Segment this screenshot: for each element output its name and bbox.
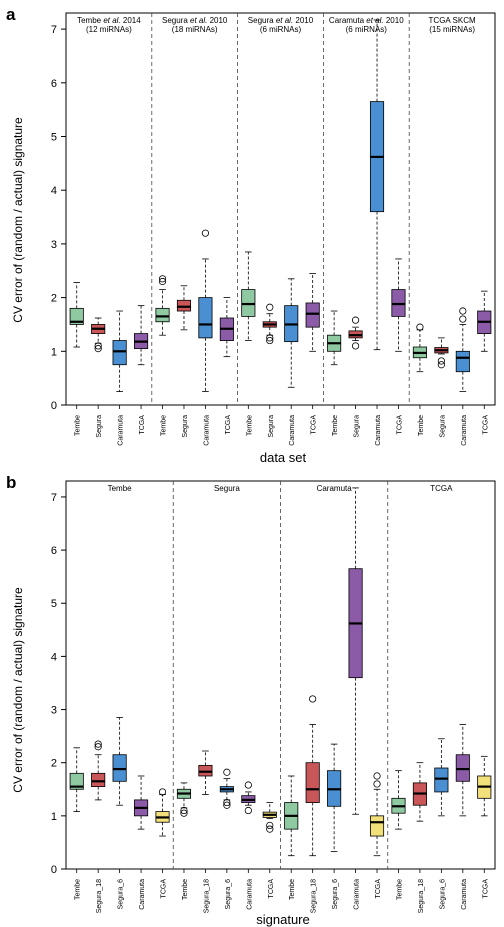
panel-b-letter: b	[6, 473, 17, 492]
y-tick-label: 4	[50, 651, 57, 664]
x-tick-label: Tembe	[160, 415, 168, 437]
box-caramuta	[370, 20, 383, 350]
outlier-point	[267, 826, 273, 832]
box-caramuta	[113, 311, 126, 392]
group-subtitle: (12 miRNAs)	[86, 25, 132, 34]
box-tembe	[177, 783, 190, 816]
box-body	[370, 816, 383, 836]
x-tick-label: TCGA	[310, 415, 318, 435]
box-tcga	[306, 273, 319, 351]
panel-a-ylabel: CV error of (random / actual) signature	[11, 117, 25, 323]
box-tcga	[263, 803, 276, 833]
panel-b-chart	[51, 481, 495, 913]
box-segura	[349, 317, 362, 349]
group-title: Tembe et al. 2014	[77, 16, 141, 25]
box-segura_6	[220, 769, 233, 808]
group-title: Segura	[213, 484, 240, 493]
box-caramuta	[349, 488, 362, 814]
x-tick-label: Segura_18	[310, 879, 318, 914]
box-tembe	[285, 776, 298, 856]
outlier-point	[224, 769, 230, 775]
box-segura_6	[435, 739, 448, 816]
x-tick-label: TCGA	[375, 879, 383, 899]
outlier-point	[417, 324, 423, 330]
x-tick-label: TCGA	[139, 415, 147, 435]
box-segura	[92, 318, 105, 352]
box-tcga	[478, 756, 491, 816]
outlier-point	[309, 696, 315, 702]
x-tick-label: Segura	[439, 415, 447, 438]
outlier-point	[159, 789, 165, 795]
x-tick-label: Tembe	[181, 879, 189, 901]
group-title: Caramuta	[316, 484, 352, 493]
box-body	[435, 768, 448, 792]
panel-a-xlabel: data set	[259, 450, 307, 465]
box-tembe	[392, 771, 405, 829]
y-tick-label: 4	[50, 185, 57, 198]
box-caramuta	[456, 724, 469, 815]
group-subtitle: (6 miRNAs)	[259, 25, 302, 34]
x-tick-label: Segura_18	[96, 879, 104, 914]
y-tick-label: 7	[50, 24, 57, 37]
y-tick-label: 3	[50, 238, 57, 251]
y-tick-label: 6	[50, 545, 57, 558]
x-tick-label: Tembe	[246, 415, 254, 437]
box-segura	[177, 286, 190, 330]
x-tick-label: Caramuta	[139, 879, 147, 910]
x-tick-label: Caramuta	[353, 879, 361, 910]
x-tick-label: Segura_18	[417, 879, 425, 914]
group-subtitle: (6 miRNAs)	[345, 25, 387, 34]
outlier-point	[374, 781, 380, 787]
outlier-point	[267, 822, 273, 828]
box-body	[113, 341, 126, 365]
x-tick-label: Caramuta	[246, 879, 254, 910]
y-tick-label: 1	[50, 810, 57, 823]
x-tick-label: Segura_6	[117, 879, 125, 910]
outlier-point	[438, 362, 444, 368]
outlier-point	[245, 782, 251, 788]
x-tick-label: Caramuta	[203, 415, 211, 446]
x-tick-label: Segura	[96, 415, 104, 438]
box-tcga	[392, 259, 405, 351]
box-tembe	[327, 311, 340, 365]
outlier-point	[267, 304, 273, 310]
group-subtitle: (18 miRNAs)	[171, 25, 218, 34]
y-tick-label: 2	[50, 292, 57, 305]
y-tick-label: 1	[50, 346, 57, 359]
box-segura_18	[306, 696, 319, 856]
box-caramuta	[285, 279, 298, 387]
box-segura_6	[113, 718, 126, 806]
box-tcga	[134, 306, 147, 365]
x-tick-label: Caramuta	[460, 415, 468, 446]
panel-a-chart	[51, 13, 495, 446]
outlier-point	[460, 316, 466, 322]
group-subtitle: (15 miRNAs)	[429, 25, 475, 34]
plot-frame	[66, 13, 495, 405]
group-title: Tembe	[107, 484, 132, 493]
x-tick-label: Tembe	[289, 879, 297, 901]
x-tick-label: Segura_6	[332, 879, 340, 910]
group-title: TCGA SKCM	[428, 16, 476, 25]
box-body	[199, 298, 212, 338]
box-body	[306, 763, 319, 803]
outlier-point	[374, 773, 380, 779]
y-tick-label: 3	[50, 704, 57, 717]
y-tick-label: 2	[50, 757, 57, 770]
y-tick-label: 5	[50, 598, 57, 611]
x-tick-label: TCGA	[160, 879, 168, 899]
box-body	[156, 308, 169, 321]
x-tick-label: TCGA	[224, 415, 232, 435]
x-tick-label: Tembe	[74, 879, 82, 901]
box-segura_6	[327, 744, 340, 851]
outlier-point	[352, 317, 358, 323]
outlier-point	[245, 807, 251, 813]
box-body	[92, 773, 105, 786]
outlier-point	[352, 343, 358, 349]
box-tembe	[70, 748, 83, 812]
x-tick-label: Tembe	[396, 879, 404, 901]
box-tcga	[156, 789, 169, 836]
box-segura	[263, 304, 276, 344]
x-tick-label: Segura_18	[203, 879, 211, 914]
x-tick-label: Segura	[353, 415, 361, 438]
panel-b-xlabel: signature	[256, 912, 310, 927]
x-tick-label: Tembe	[332, 415, 340, 437]
x-tick-label: Caramuta	[460, 879, 468, 910]
panel-a-letter: a	[6, 5, 16, 24]
y-tick-label: 0	[50, 864, 57, 876]
outlier-point	[460, 308, 466, 314]
box-caramuta	[242, 782, 255, 814]
box-caramuta	[134, 776, 147, 829]
box-tembe	[242, 252, 255, 341]
x-tick-label: Segura	[181, 415, 189, 438]
box-caramuta	[456, 308, 469, 392]
box-segura_18	[413, 763, 426, 821]
box-tembe	[156, 276, 169, 336]
x-tick-label: Segura_6	[439, 879, 447, 910]
box-caramuta	[199, 230, 212, 392]
x-tick-label: Segura	[267, 415, 275, 438]
outlier-point	[202, 230, 208, 236]
group-title: Segura et al. 2010	[247, 16, 314, 25]
box-segura_18	[199, 751, 212, 795]
y-tick-label: 7	[50, 491, 57, 504]
box-segura	[435, 338, 448, 368]
box-tembe	[413, 324, 426, 372]
x-tick-label: Tembe	[74, 415, 82, 437]
x-tick-label: Segura_6	[224, 879, 232, 910]
y-tick-label: 5	[50, 131, 57, 144]
x-tick-label: Caramuta	[375, 415, 383, 446]
outlier-point	[438, 358, 444, 364]
box-tcga	[478, 291, 491, 351]
panel-b-ylabel: CV error of (random / actual) signature	[11, 587, 25, 793]
box-tembe	[70, 283, 83, 347]
x-tick-label: TCGA	[482, 415, 490, 435]
x-tick-label: Caramuta	[117, 415, 125, 446]
box-tcga	[220, 298, 233, 357]
x-tick-label: Tembe	[417, 415, 425, 437]
x-tick-label: TCGA	[396, 415, 404, 435]
box-segura_18	[92, 741, 105, 800]
y-tick-label: 0	[50, 400, 57, 412]
group-title: Caramuta et al. 2010	[328, 16, 404, 25]
x-tick-label: TCGA	[482, 879, 490, 899]
x-tick-label: TCGA	[267, 879, 275, 899]
x-tick-label: Caramuta	[289, 415, 297, 446]
group-title: TCGA	[430, 484, 453, 493]
y-tick-label: 6	[50, 77, 57, 90]
box-body	[306, 303, 319, 327]
box-tcga	[370, 773, 383, 856]
group-title: Segura et al. 2010	[161, 16, 228, 25]
box-body	[456, 351, 469, 371]
